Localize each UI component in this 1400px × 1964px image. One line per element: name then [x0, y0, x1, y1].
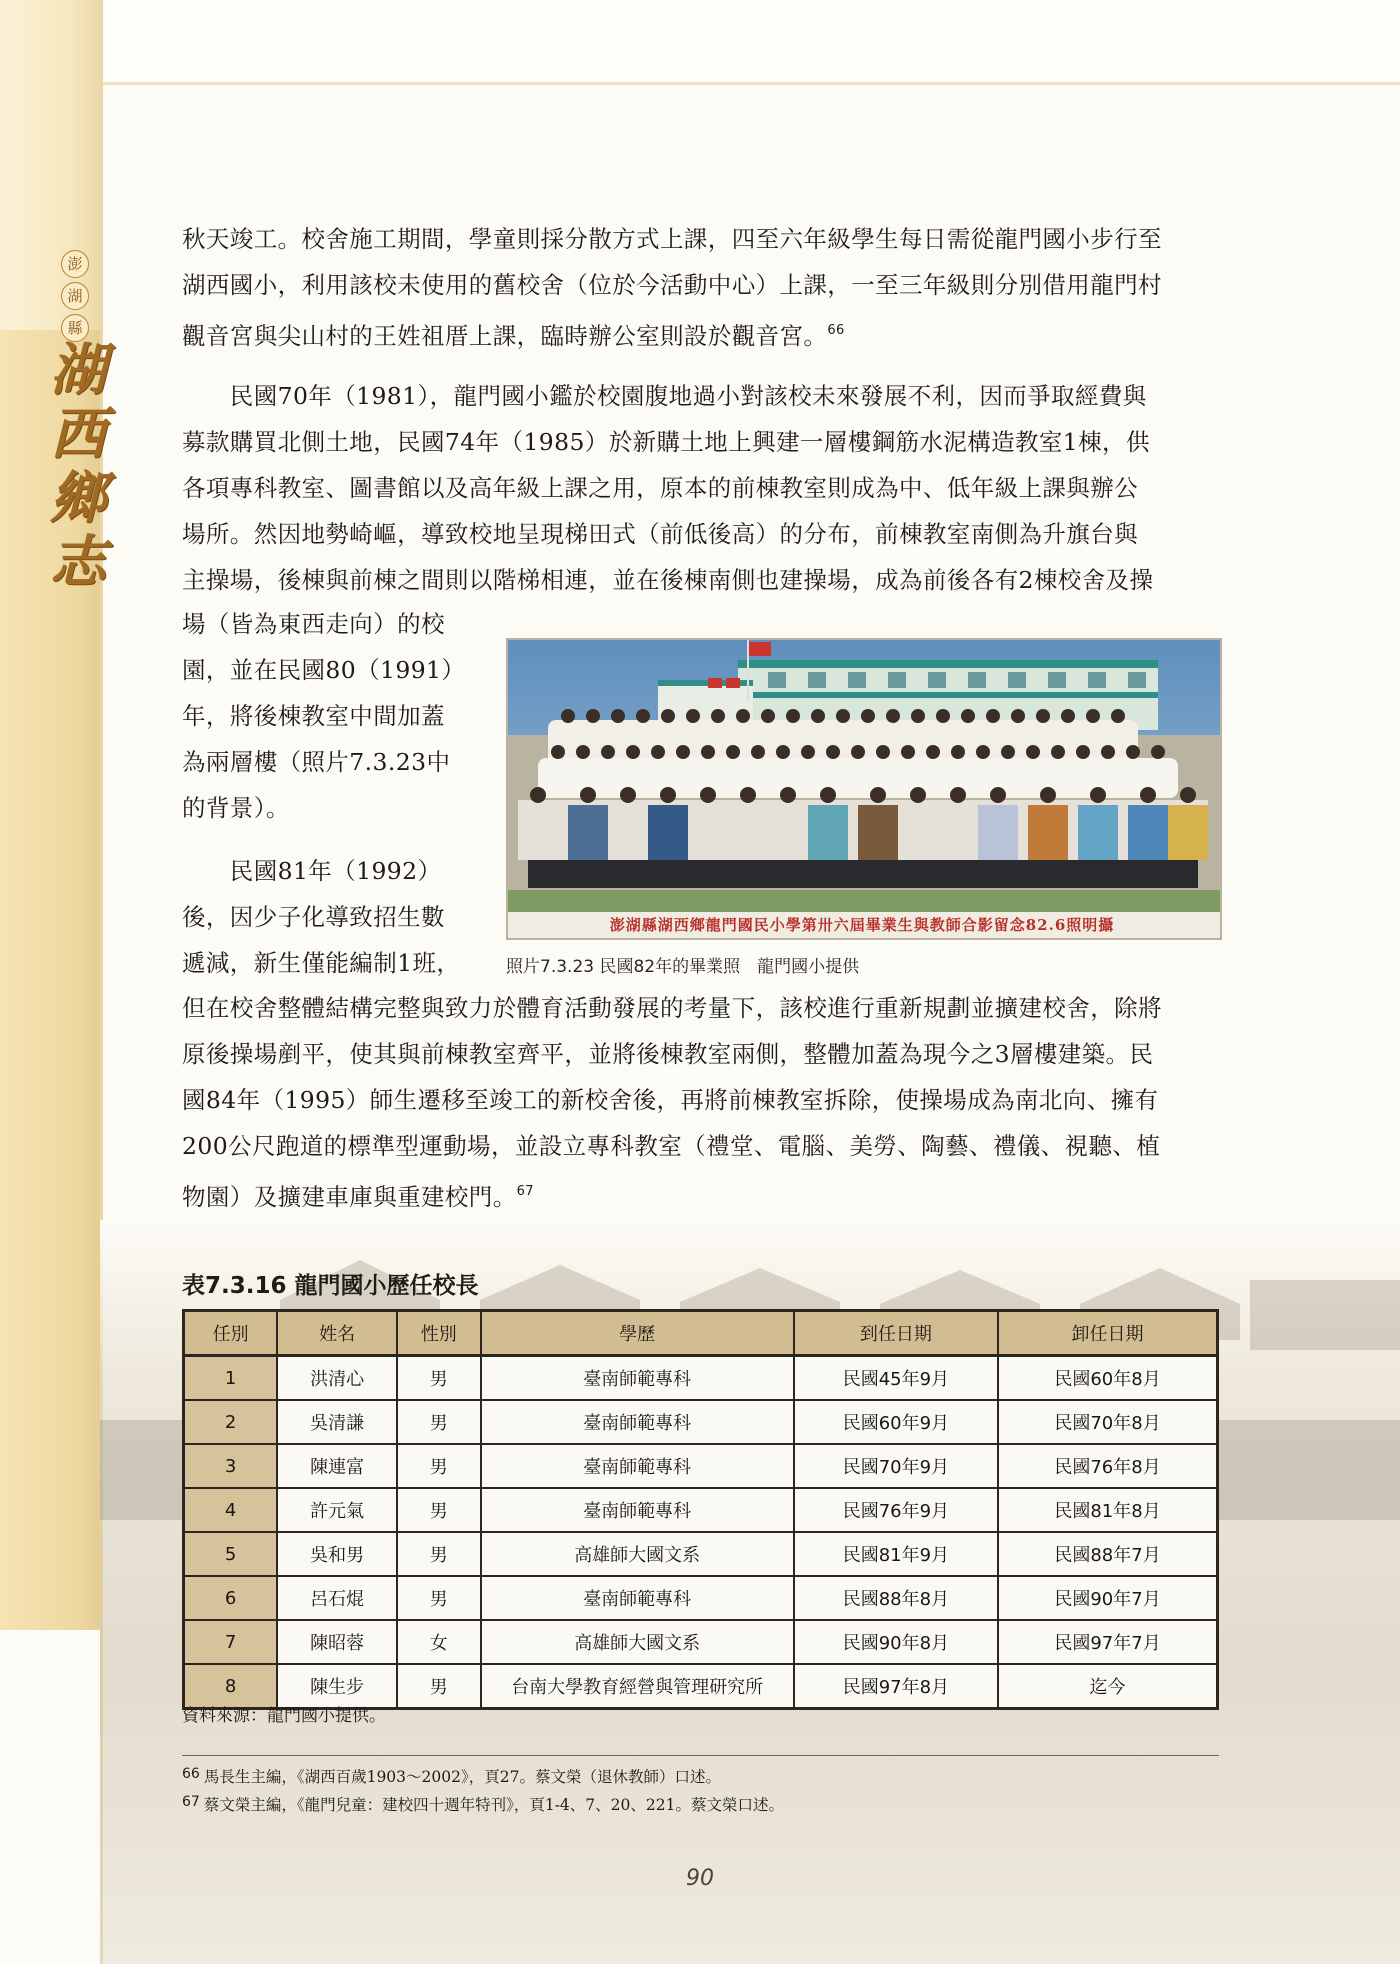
text-line: 募款購買北側土地，民國74年（1985）於新購土地上興建一層樓鋼筋水泥構造教室1棟，供	[182, 428, 1150, 456]
table-cell: 陳生步	[277, 1664, 397, 1709]
footnote	[182, 1793, 784, 1815]
table-cell: 民國97年8月	[794, 1664, 998, 1709]
text-line: 的背景）。	[182, 794, 290, 822]
text-line: 各項專科教室、圖書館以及高年級上課之用，原本的前棟教室則成為中、低年級上課與辦公	[182, 474, 1138, 502]
table-title: 表7.3.16 龍門國小歷任校長	[182, 1273, 479, 1299]
county-char: 湖	[61, 282, 89, 310]
table-cell: 陳昭蓉	[277, 1620, 397, 1664]
text-line: 場（皆為東西走向）的校	[182, 610, 445, 638]
table-row	[184, 1620, 1218, 1664]
title-char: 鄉	[50, 465, 106, 531]
header-cell: 學歷	[481, 1311, 794, 1356]
table-cell: 洪清心	[277, 1356, 397, 1401]
header-cell: 任別	[184, 1311, 278, 1356]
table-cell: 7	[184, 1620, 278, 1664]
table-cell: 民國81年9月	[794, 1532, 998, 1576]
table-row	[184, 1532, 1218, 1576]
text-line: 國84年（1995）師生遷移至竣工的新校舍後，再將前棟教室拆除，使操場成為南北向、擁有	[182, 1086, 1159, 1114]
text-line: 為兩層樓（照片7.3.23中	[182, 748, 451, 776]
header-cell: 到任日期	[794, 1311, 998, 1356]
table-cell: 民國88年8月	[794, 1576, 998, 1620]
table-cell: 民國60年9月	[794, 1400, 998, 1444]
table-cell: 女	[397, 1620, 481, 1664]
text-line: 200公尺跑道的標準型運動場，並設立專科教室（禮堂、電腦、美勞、陶藝、禮儀、視聽、植	[182, 1132, 1161, 1160]
table-cell: 民國97年7月	[998, 1620, 1217, 1664]
county-char: 澎	[61, 250, 89, 278]
paragraph-3	[182, 848, 460, 986]
table-cell: 男	[397, 1400, 481, 1444]
text-line: 後，因少子化導致招生數	[182, 903, 445, 931]
text-line: 民國81年（1992）	[182, 857, 442, 885]
table-row	[184, 1488, 1218, 1532]
title-char: 湖	[50, 337, 106, 403]
footnote	[182, 1765, 721, 1787]
footnote-text: 蔡文榮主編，《龍門兒童：建校四十週年特刊》，頁1-4、7、20、221。蔡文榮口述。	[203, 1796, 784, 1814]
paragraph-4	[182, 985, 1162, 1220]
text-line: 場所。然因地勢崎嶇，導致校地呈現梯田式（前低後高）的分布，前棟教室南側為升旗台與	[182, 520, 1138, 548]
book-title	[48, 338, 108, 594]
table-cell: 吳清謙	[277, 1400, 397, 1444]
table-cell: 許元氣	[277, 1488, 397, 1532]
photo-caption: 照片7.3.23 民國82年的畢業照 龍門國小提供	[506, 957, 860, 977]
principals-table	[182, 1309, 1219, 1710]
county-char: 縣	[61, 314, 89, 342]
table-cell: 迄今	[998, 1664, 1217, 1709]
graduation-photo	[506, 638, 1222, 940]
table-cell: 2	[184, 1400, 278, 1444]
table-source: 資料來源：龍門國小提供。	[182, 1706, 386, 1726]
table-cell: 5	[184, 1532, 278, 1576]
table-cell: 高雄師大國文系	[481, 1620, 794, 1664]
county-seal	[60, 250, 90, 342]
footnote-number: 67	[182, 1794, 200, 1810]
table-row	[184, 1356, 1218, 1401]
table-cell: 民國76年9月	[794, 1488, 998, 1532]
table-cell: 台南大學教育經營與管理研究所	[481, 1664, 794, 1709]
text-line: 年，將後棟教室中間加蓋	[182, 702, 445, 730]
table-cell: 民國70年8月	[998, 1400, 1217, 1444]
text-line: 秋天竣工。校舍施工期間，學童則採分散方式上課，四至六年級學生每日需從龍門國小步行至	[182, 225, 1162, 253]
text-line: 湖西國小，利用該校未使用的舊校舍（位於今活動中心）上課，一至三年級則分別借用龍門村	[182, 271, 1162, 299]
table-cell: 男	[397, 1664, 481, 1709]
text-line: 遞減，新生僅能編制1班，	[182, 949, 461, 977]
title-char: 志	[50, 529, 106, 595]
table-cell: 1	[184, 1356, 278, 1401]
text-line: 主操場，後棟與前棟之間則以階梯相連，並在後棟南側也建操場，成為前後各有2棟校舍及操	[182, 566, 1154, 594]
table-cell: 臺南師範專科	[481, 1356, 794, 1401]
table-cell: 3	[184, 1444, 278, 1488]
header-cell: 性別	[397, 1311, 481, 1356]
footnote-divider	[182, 1755, 1219, 1756]
text-line: 民國70年（1981），龍門國小鑑於校園腹地過小對該校未來發展不利，因而爭取經費與	[182, 382, 1147, 410]
footnote-number: 66	[182, 1766, 200, 1782]
table-cell: 民國45年9月	[794, 1356, 998, 1401]
footnote-text: 馬長生主編，《湖西百歲1903～2002》，頁27。蔡文榮（退休教師）口述。	[203, 1768, 721, 1786]
text-span: 物園）及擴建車庫與重建校門。	[182, 1183, 517, 1211]
table-cell: 民國81年8月	[998, 1488, 1217, 1532]
text-line	[182, 308, 1162, 359]
table-header-row	[184, 1311, 1218, 1356]
text-line: 原後操場剷平，使其與前棟教室齊平，並將後棟教室兩側，整體加蓋為現今之3層樓建築。民	[182, 1040, 1154, 1068]
table-cell: 臺南師範專科	[481, 1400, 794, 1444]
header-band	[103, 0, 1400, 85]
table-cell: 臺南師範專科	[481, 1576, 794, 1620]
table-cell: 民國60年8月	[998, 1356, 1217, 1401]
table-cell: 男	[397, 1488, 481, 1532]
text-line: 但在校舍整體結構完整與致力於體育活動發展的考量下，該校進行重新規劃並擴建校舍，除將	[182, 994, 1162, 1022]
table-cell: 民國70年9月	[794, 1444, 998, 1488]
title-char: 西	[50, 401, 106, 467]
footnote-ref: 66	[827, 323, 845, 338]
table-row	[184, 1444, 1218, 1488]
table-cell: 民國76年8月	[998, 1444, 1217, 1488]
table-row	[184, 1576, 1218, 1620]
table-cell: 男	[397, 1576, 481, 1620]
header-cell: 姓名	[277, 1311, 397, 1356]
table-cell: 臺南師範專科	[481, 1488, 794, 1532]
table-cell: 4	[184, 1488, 278, 1532]
photo-banner-text: 澎湖縣湖西鄉龍門國民小學第卅六屆畢業生與教師合影留念82.6照明攝	[609, 916, 1115, 934]
table-cell: 呂石焜	[277, 1576, 397, 1620]
paragraph-2	[182, 373, 1153, 603]
table-cell: 6	[184, 1576, 278, 1620]
table-cell: 民國90年8月	[794, 1620, 998, 1664]
paragraph-1	[182, 216, 1162, 359]
table-cell: 吳和男	[277, 1532, 397, 1576]
text-line	[182, 1169, 1162, 1220]
table-cell: 民國88年7月	[998, 1532, 1217, 1576]
table-row	[184, 1400, 1218, 1444]
table-cell: 男	[397, 1356, 481, 1401]
table-cell: 男	[397, 1532, 481, 1576]
paragraph-2-wrap	[182, 601, 465, 831]
table-cell: 高雄師大國文系	[481, 1532, 794, 1576]
text-line: 園，並在民國80（1991）	[182, 656, 466, 684]
text-span: 觀音宮與尖山村的王姓祖厝上課，臨時辦公室則設於觀音宮。	[182, 322, 828, 350]
table-cell: 8	[184, 1664, 278, 1709]
footnote-ref: 67	[516, 1184, 534, 1199]
header-cell: 卸任日期	[998, 1311, 1217, 1356]
table-cell: 男	[397, 1444, 481, 1488]
page-number: 90	[686, 1866, 714, 1891]
table-cell: 民國90年7月	[998, 1576, 1217, 1620]
table-cell: 臺南師範專科	[481, 1444, 794, 1488]
table-cell: 陳連富	[277, 1444, 397, 1488]
